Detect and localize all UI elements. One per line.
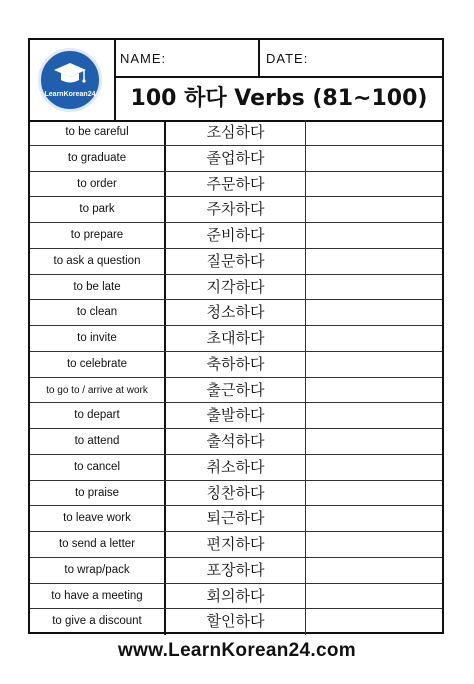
date-field[interactable] (260, 40, 442, 78)
english-cell: to have a meeting (30, 584, 166, 609)
table-row (30, 403, 442, 429)
english-cell: to wrap/pack (30, 558, 166, 583)
english-cell: to send a letter (30, 532, 166, 557)
english-cell: to depart (30, 403, 166, 428)
table-row (30, 429, 442, 455)
table-row (30, 197, 442, 223)
table-row (30, 481, 442, 507)
english-cell: to leave work (30, 506, 166, 531)
english-cell: to prepare (30, 223, 166, 248)
worksheet-header (30, 40, 442, 122)
practice-cell[interactable] (306, 197, 442, 222)
practice-cell[interactable] (306, 275, 442, 300)
table-row (30, 326, 442, 352)
korean-cell: 포장하다 (166, 558, 306, 583)
korean-cell: 취소하다 (166, 455, 306, 480)
practice-cell[interactable] (306, 558, 442, 583)
korean-cell: 준비하다 (166, 223, 306, 248)
practice-cell[interactable] (306, 326, 442, 351)
korean-cell: 축하하다 (166, 352, 306, 377)
english-cell: to invite (30, 326, 166, 351)
name-label: NAME: (120, 51, 167, 66)
korean-cell: 지각하다 (166, 275, 306, 300)
table-row (30, 584, 442, 610)
english-cell: to celebrate (30, 352, 166, 377)
english-cell: to graduate (30, 146, 166, 171)
korean-cell: 회의하다 (166, 584, 306, 609)
table-row (30, 172, 442, 198)
vocab-table (30, 120, 442, 635)
english-cell: to order (30, 172, 166, 197)
korean-cell: 초대하다 (166, 326, 306, 351)
korean-cell: 출석하다 (166, 429, 306, 454)
practice-cell[interactable] (306, 300, 442, 325)
logo-cell (30, 40, 116, 120)
practice-cell[interactable] (306, 584, 442, 609)
practice-cell[interactable] (306, 172, 442, 197)
practice-cell[interactable] (306, 403, 442, 428)
english-cell: to praise (30, 481, 166, 506)
table-row (30, 146, 442, 172)
english-cell: to be careful (30, 120, 166, 145)
practice-cell[interactable] (306, 429, 442, 454)
page-title: 100 하다 Verbs (81~100) (130, 86, 428, 111)
table-row (30, 120, 442, 146)
table-row (30, 378, 442, 404)
practice-cell[interactable] (306, 120, 442, 145)
practice-cell[interactable] (306, 378, 442, 403)
korean-cell: 퇴근하다 (166, 506, 306, 531)
english-cell: to go to / arrive at work (30, 378, 166, 403)
table-row (30, 558, 442, 584)
korean-cell: 출발하다 (166, 403, 306, 428)
english-cell: to give a discount (30, 609, 166, 635)
table-row (30, 249, 442, 275)
date-label: DATE: (266, 51, 309, 66)
practice-cell[interactable] (306, 249, 442, 274)
table-row (30, 455, 442, 481)
korean-cell: 질문하다 (166, 249, 306, 274)
korean-cell: 청소하다 (166, 300, 306, 325)
practice-cell[interactable] (306, 609, 442, 635)
practice-cell[interactable] (306, 506, 442, 531)
logo-text: LearnKorean24 (44, 91, 96, 98)
table-row (30, 506, 442, 532)
website-url[interactable]: www.LearnKorean24.com (118, 640, 356, 661)
english-cell: to park (30, 197, 166, 222)
korean-cell: 편지하다 (166, 532, 306, 557)
korean-cell: 졸업하다 (166, 146, 306, 171)
table-row (30, 609, 442, 635)
practice-cell[interactable] (306, 352, 442, 377)
practice-cell[interactable] (306, 223, 442, 248)
korean-cell: 칭찬하다 (166, 481, 306, 506)
learnkorean24-logo (38, 48, 102, 112)
english-cell: to be late (30, 275, 166, 300)
table-row (30, 223, 442, 249)
table-row (30, 352, 442, 378)
graduation-cap-icon (53, 61, 87, 87)
practice-cell[interactable] (306, 481, 442, 506)
korean-cell: 주문하다 (166, 172, 306, 197)
korean-cell: 할인하다 (166, 609, 306, 635)
korean-cell: 조심하다 (166, 120, 306, 145)
korean-cell: 출근하다 (166, 378, 306, 403)
table-row (30, 532, 442, 558)
practice-cell[interactable] (306, 146, 442, 171)
english-cell: to attend (30, 429, 166, 454)
english-cell: to clean (30, 300, 166, 325)
worksheet (28, 38, 444, 634)
name-field[interactable] (114, 40, 260, 78)
korean-cell: 주차하다 (166, 197, 306, 222)
practice-cell[interactable] (306, 532, 442, 557)
table-row (30, 275, 442, 301)
english-cell: to cancel (30, 455, 166, 480)
practice-cell[interactable] (306, 455, 442, 480)
table-row (30, 300, 442, 326)
english-cell: to ask a question (30, 249, 166, 274)
